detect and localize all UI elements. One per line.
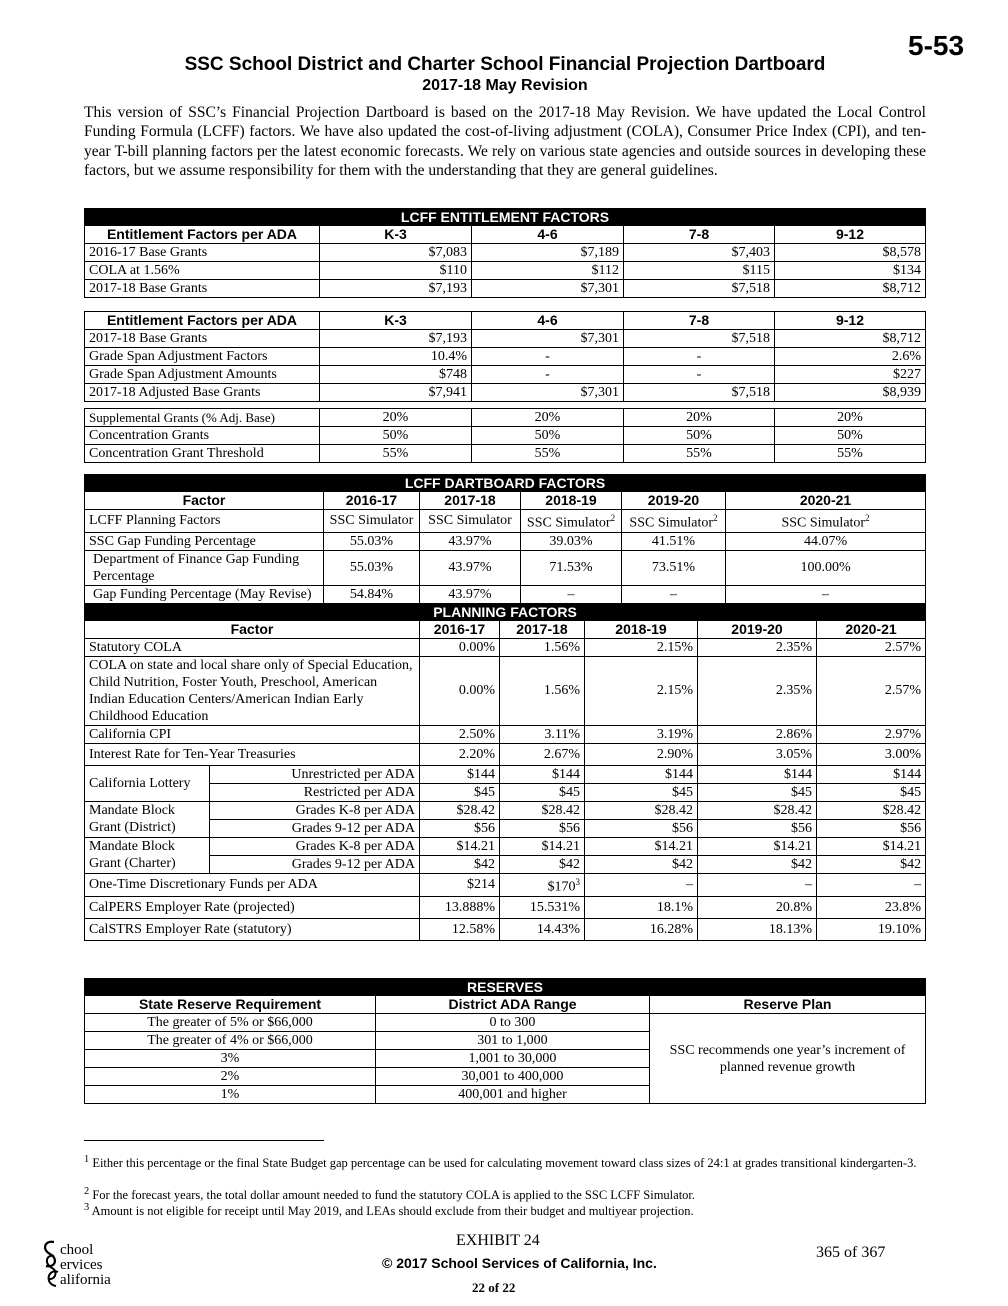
footnote-text: For the forecast years, the total dollar amount needed to fund the statutory COLA is applied to the SSC LCFF Simulator. (92, 1188, 696, 1203)
row-label: Grades K-8 per ADA (210, 801, 420, 819)
svg-text:ervices: ervices (60, 1257, 103, 1273)
footnote-3 (84, 1200, 944, 1219)
cell: 50% (320, 427, 472, 445)
row-label: Restricted per ADA (210, 783, 420, 801)
cell: 55% (320, 445, 472, 463)
row-label: Grade Span Adjustment Amounts (85, 366, 320, 384)
cell: 2.6% (775, 348, 926, 366)
table-header: District ADA Range (376, 996, 650, 1014)
table-row (85, 330, 926, 348)
table-header: 2018-19 (585, 620, 698, 638)
cell: $144 (420, 765, 500, 783)
cell: $42 (420, 855, 500, 873)
cell: 14.43% (500, 918, 585, 940)
cell: $144 (500, 765, 585, 783)
cell: $14.21 (817, 837, 926, 855)
cell: $7,193 (320, 280, 472, 298)
cell: – (585, 873, 698, 896)
row-label: SSC Gap Funding Percentage (85, 532, 324, 550)
cell: $8,939 (775, 384, 926, 402)
cell: $112 (472, 262, 624, 280)
lcff-entitlement-table (84, 208, 926, 298)
cell: - (472, 366, 624, 384)
table-row (85, 896, 926, 918)
cell (622, 510, 726, 533)
reserve-plan: SSC recommends one year’s increment of planned revenue growth (650, 1014, 926, 1104)
cell: SSC Simulator (420, 510, 521, 533)
table-header: 2017-18 (420, 492, 521, 510)
table-header: 2019-20 (622, 492, 726, 510)
cell: 100.00% (726, 550, 926, 585)
footnote-text: Either this percentage or the final State Budget gap percentage can be used for calculating movement toward class sizes of 24:1 at grades transitional kindergarten-3. (92, 1156, 917, 1171)
cell: $14.21 (698, 837, 817, 855)
cell: – (698, 873, 817, 896)
dartboard-banner: LCFF DARTBOARD FACTORS (85, 475, 926, 492)
cell: $7,193 (320, 330, 472, 348)
footnote-ref: 3 (575, 876, 580, 887)
table-header: Factor (85, 620, 420, 638)
table-header: K-3 (320, 226, 472, 244)
cell: 50% (775, 427, 926, 445)
cell-text: SSC Simulator (629, 515, 714, 531)
row-label: 2016-17 Base Grants (85, 244, 320, 262)
cell: $134 (775, 262, 926, 280)
planning-banner: PLANNING FACTORS (85, 603, 926, 620)
cell: $214 (420, 873, 500, 896)
cell: 44.07% (726, 532, 926, 550)
table-row (85, 873, 926, 896)
cell: The greater of 5% or $66,000 (85, 1014, 376, 1032)
cell (521, 510, 622, 533)
cell: 18.1% (585, 896, 698, 918)
cell: 1.56% (500, 638, 585, 656)
table-row (85, 638, 926, 656)
cell: - (624, 348, 775, 366)
cell: $7,518 (624, 280, 775, 298)
table-header: 2019-20 (698, 620, 817, 638)
cell-text: SSC Simulator (781, 515, 866, 531)
table-row (85, 1014, 926, 1032)
row-label: 2017-18 Adjusted Base Grants (85, 384, 320, 402)
table-header: 2020-21 (726, 492, 926, 510)
cell: 0.00% (420, 638, 500, 656)
cell: 1% (85, 1086, 376, 1104)
footnote-number: 3 (84, 1202, 90, 1213)
cell: $45 (420, 783, 500, 801)
table-header: 7-8 (624, 226, 775, 244)
cell: $7,301 (472, 280, 624, 298)
table-row (85, 801, 926, 819)
table-row (85, 550, 926, 585)
cell: $56 (500, 819, 585, 837)
cell: 2.57% (817, 638, 926, 656)
cell: $42 (585, 855, 698, 873)
table-header: K-3 (320, 312, 472, 330)
row-label: Unrestricted per ADA (210, 765, 420, 783)
table-row (85, 765, 926, 783)
table-row (85, 725, 926, 743)
table-row (85, 656, 926, 725)
cell: 2.20% (420, 743, 500, 765)
cell: 20.8% (698, 896, 817, 918)
cell: 2.15% (585, 656, 698, 725)
cell: 20% (624, 409, 775, 427)
row-label: LCFF Planning Factors (85, 510, 324, 533)
footnote-number: 1 (84, 1154, 90, 1165)
row-label (85, 585, 324, 603)
cell: 20% (320, 409, 472, 427)
row-label: Grade Span Adjustment Factors (85, 348, 320, 366)
cell: $7,941 (320, 384, 472, 402)
document-subtitle: 2017-18 May Revision (422, 77, 588, 94)
cell: 2.86% (698, 725, 817, 743)
table-row (85, 855, 926, 873)
table-header: 2016-17 (324, 492, 420, 510)
cell: $42 (698, 855, 817, 873)
cell: $28.42 (698, 801, 817, 819)
cell: 15.531% (500, 896, 585, 918)
footnote-ref: 2 (610, 513, 616, 523)
page-of: 22 of 22 (472, 1280, 516, 1295)
cell: 3.11% (500, 725, 585, 743)
table-header: 2018-19 (521, 492, 622, 510)
table-header: 4-6 (472, 312, 624, 330)
cell: 18.13% (698, 918, 817, 940)
row-label: CalPERS Employer Rate (projected) (85, 896, 420, 918)
cell: SSC Simulator (324, 510, 420, 533)
cell: $56 (817, 819, 926, 837)
table-row (85, 819, 926, 837)
footnote-text: Amount is not eligible for receipt until May 2019, and LEAs should exclude from their budget and multiyear projection. (91, 1204, 694, 1219)
row-label: Supplemental Grants (% Adj. Base) (85, 409, 320, 427)
cell: $8,712 (775, 330, 926, 348)
cell: 400,001 and higher (376, 1086, 650, 1104)
footnote-number: 2 (84, 1186, 90, 1197)
table-header: 9-12 (775, 312, 926, 330)
table-row (85, 262, 926, 280)
page-count: 365 of 367 (816, 1244, 886, 1261)
row-label: One-Time Discretionary Funds per ADA (85, 873, 420, 896)
table-row (85, 918, 926, 940)
cell: $748 (320, 366, 472, 384)
intro-paragraph: This version of SSC’s Financial Projection Dartboard is based on the 2017-18 May Revision. We have updated the Local Control Funding Formula (LCFF) factors. We have also updated the cost-of-living adjustment (COLA), Consumer Price Index (CPI), and ten-year T-bill planning factors per the latest economic forecasts. We rely on various state agencies and outside sources in developing these factors, but we assume responsibility for them with the understanding that they are general guidelines. (84, 104, 926, 179)
cell: 2.90% (585, 743, 698, 765)
cell: $7,083 (320, 244, 472, 262)
table-header: Entitlement Factors per ADA (85, 226, 320, 244)
cell: $14.21 (585, 837, 698, 855)
cell: 55.03% (324, 550, 420, 585)
table-header: 4-6 (472, 226, 624, 244)
cell: 39.03% (521, 532, 622, 550)
row-label: Grades 9-12 per ADA (210, 855, 420, 873)
cell: $28.42 (817, 801, 926, 819)
cell: 43.97% (420, 532, 521, 550)
table-row (85, 427, 926, 445)
cell: 2% (85, 1068, 376, 1086)
cell: $45 (585, 783, 698, 801)
page-number: 5-53 (908, 30, 965, 61)
row-label: Grades 9-12 per ADA (210, 819, 420, 837)
group-label: Mandate Block Grant (District) (85, 801, 210, 837)
cell: 2.97% (817, 725, 926, 743)
cell: – (521, 585, 622, 603)
cell: $56 (420, 819, 500, 837)
cell: 2.35% (698, 656, 817, 725)
cell: 2.50% (420, 725, 500, 743)
cell: – (817, 873, 926, 896)
cell: 19.10% (817, 918, 926, 940)
cell: $144 (585, 765, 698, 783)
cell: 1,001 to 30,000 (376, 1050, 650, 1068)
cell: 50% (472, 427, 624, 445)
cell: 50% (624, 427, 775, 445)
cell: 3% (85, 1050, 376, 1068)
table-row (85, 409, 926, 427)
row-label-text: Gap Funding Percentage (May Revise) (93, 586, 312, 602)
cell: 16.28% (585, 918, 698, 940)
reserves-table (84, 978, 926, 1104)
footnote-ref: 2 (713, 513, 718, 523)
cell: - (472, 348, 624, 366)
table-row (85, 510, 926, 533)
cell: $45 (500, 783, 585, 801)
cell: $14.21 (500, 837, 585, 855)
cell (500, 873, 585, 896)
cell: 20% (472, 409, 624, 427)
cell: The greater of 4% or $66,000 (85, 1032, 376, 1050)
footnote-1 (84, 1152, 944, 1171)
table-header: 2020-21 (817, 620, 926, 638)
cell: $7,518 (624, 384, 775, 402)
table-row (85, 348, 926, 366)
cell: $14.21 (420, 837, 500, 855)
table-header: 2016-17 (420, 620, 500, 638)
svg-text:alifornia: alifornia (60, 1272, 111, 1288)
cell: 12.58% (420, 918, 500, 940)
cell (726, 510, 926, 533)
reserves-banner: RESERVES (85, 979, 926, 996)
cell: 10.4% (320, 348, 472, 366)
cell: 71.53% (521, 550, 622, 585)
cell: $7,301 (472, 384, 624, 402)
lcff-adjusted-table (84, 311, 926, 463)
cell-text: SSC Simulator (526, 515, 611, 531)
table-row (85, 280, 926, 298)
cell-text: $170 (547, 879, 576, 895)
table-header: Factor (85, 492, 324, 510)
cell: 43.97% (420, 585, 521, 603)
document-title: SSC School District and Charter School Financial Projection Dartboard (184, 54, 826, 75)
table-header: State Reserve Requirement (85, 996, 376, 1014)
cell: $42 (817, 855, 926, 873)
table-row (85, 384, 926, 402)
svg-text:chool: chool (60, 1242, 94, 1258)
cell: 13.888% (420, 896, 500, 918)
cell: $110 (320, 262, 472, 280)
cell: 73.51% (622, 550, 726, 585)
cell: $7,403 (624, 244, 775, 262)
table-row (85, 585, 926, 603)
table-row (85, 445, 926, 463)
cell: 2.35% (698, 638, 817, 656)
cell: $28.42 (500, 801, 585, 819)
cell: $45 (698, 783, 817, 801)
row-label: California CPI (85, 725, 420, 743)
row-label: Department of Finance Gap Funding Percentage (85, 550, 324, 585)
cell: $115 (624, 262, 775, 280)
cell: $8,578 (775, 244, 926, 262)
row-label: Grades K-8 per ADA (210, 837, 420, 855)
group-label: California Lottery (85, 765, 210, 801)
table-row (85, 244, 926, 262)
row-label: 2017-18 Base Grants (85, 280, 320, 298)
table-header: 2017-18 (500, 620, 585, 638)
table-row (85, 783, 926, 801)
ssc-logo (40, 1234, 130, 1290)
cell: $7,518 (624, 330, 775, 348)
table-header: Entitlement Factors per ADA (85, 312, 320, 330)
table-row (85, 366, 926, 384)
copyright: © 2017 School Services of California, Inc. (382, 1255, 657, 1271)
cell: 55% (775, 445, 926, 463)
cell: $144 (817, 765, 926, 783)
table-row (85, 532, 926, 550)
cell: – (726, 585, 926, 603)
cell: $28.42 (420, 801, 500, 819)
cell: – (622, 585, 726, 603)
cell: 43.97% (420, 550, 521, 585)
cell: 30,001 to 400,000 (376, 1068, 650, 1086)
table-row (85, 837, 926, 855)
table-row (85, 743, 926, 765)
row-label: Interest Rate for Ten-Year Treasuries (85, 743, 420, 765)
cell: 54.84% (324, 585, 420, 603)
cell: 3.05% (698, 743, 817, 765)
table-header: Reserve Plan (650, 996, 926, 1014)
cell: $56 (698, 819, 817, 837)
cell: 2.67% (500, 743, 585, 765)
row-label: Concentration Grants (85, 427, 320, 445)
cell: 55% (472, 445, 624, 463)
cell: $227 (775, 366, 926, 384)
cell: $7,301 (472, 330, 624, 348)
dartboard-planning-table (84, 474, 926, 941)
lcff-entitlement-banner: LCFF ENTITLEMENT FACTORS (85, 209, 926, 226)
cell: 41.51% (622, 532, 726, 550)
cell: $56 (585, 819, 698, 837)
row-label: 2017-18 Base Grants (85, 330, 320, 348)
cell: 0 to 300 (376, 1014, 650, 1032)
footnote-ref: 2 (865, 513, 870, 523)
cell: 1.56% (500, 656, 585, 725)
cell: $42 (500, 855, 585, 873)
group-label: Mandate Block Grant (Charter) (85, 837, 210, 873)
footnote-divider (84, 1140, 324, 1141)
row-label: CalSTRS Employer Rate (statutory) (85, 918, 420, 940)
cell: $8,712 (775, 280, 926, 298)
table-header: 9-12 (775, 226, 926, 244)
cell: 3.00% (817, 743, 926, 765)
cell: - (624, 366, 775, 384)
cell: 301 to 1,000 (376, 1032, 650, 1050)
cell: 55.03% (324, 532, 420, 550)
cell: $45 (817, 783, 926, 801)
cell: 2.15% (585, 638, 698, 656)
cell: 55% (624, 445, 775, 463)
exhibit-label: EXHIBIT 24 (456, 1232, 540, 1249)
cell: 23.8% (817, 896, 926, 918)
cell: 2.57% (817, 656, 926, 725)
row-label: COLA at 1.56% (85, 262, 320, 280)
cell: $28.42 (585, 801, 698, 819)
row-label: Statutory COLA (85, 638, 420, 656)
row-label: Concentration Grant Threshold (85, 445, 320, 463)
table-header: 7-8 (624, 312, 775, 330)
cell: 20% (775, 409, 926, 427)
row-label: COLA on state and local share only of Special Education, Child Nutrition, Foster Youth, Preschool, American Indian Education Centers/American Indian Early Childhood Education (85, 656, 420, 725)
cell: $144 (698, 765, 817, 783)
cell: 0.00% (420, 656, 500, 725)
cell: 3.19% (585, 725, 698, 743)
cell: $7,189 (472, 244, 624, 262)
